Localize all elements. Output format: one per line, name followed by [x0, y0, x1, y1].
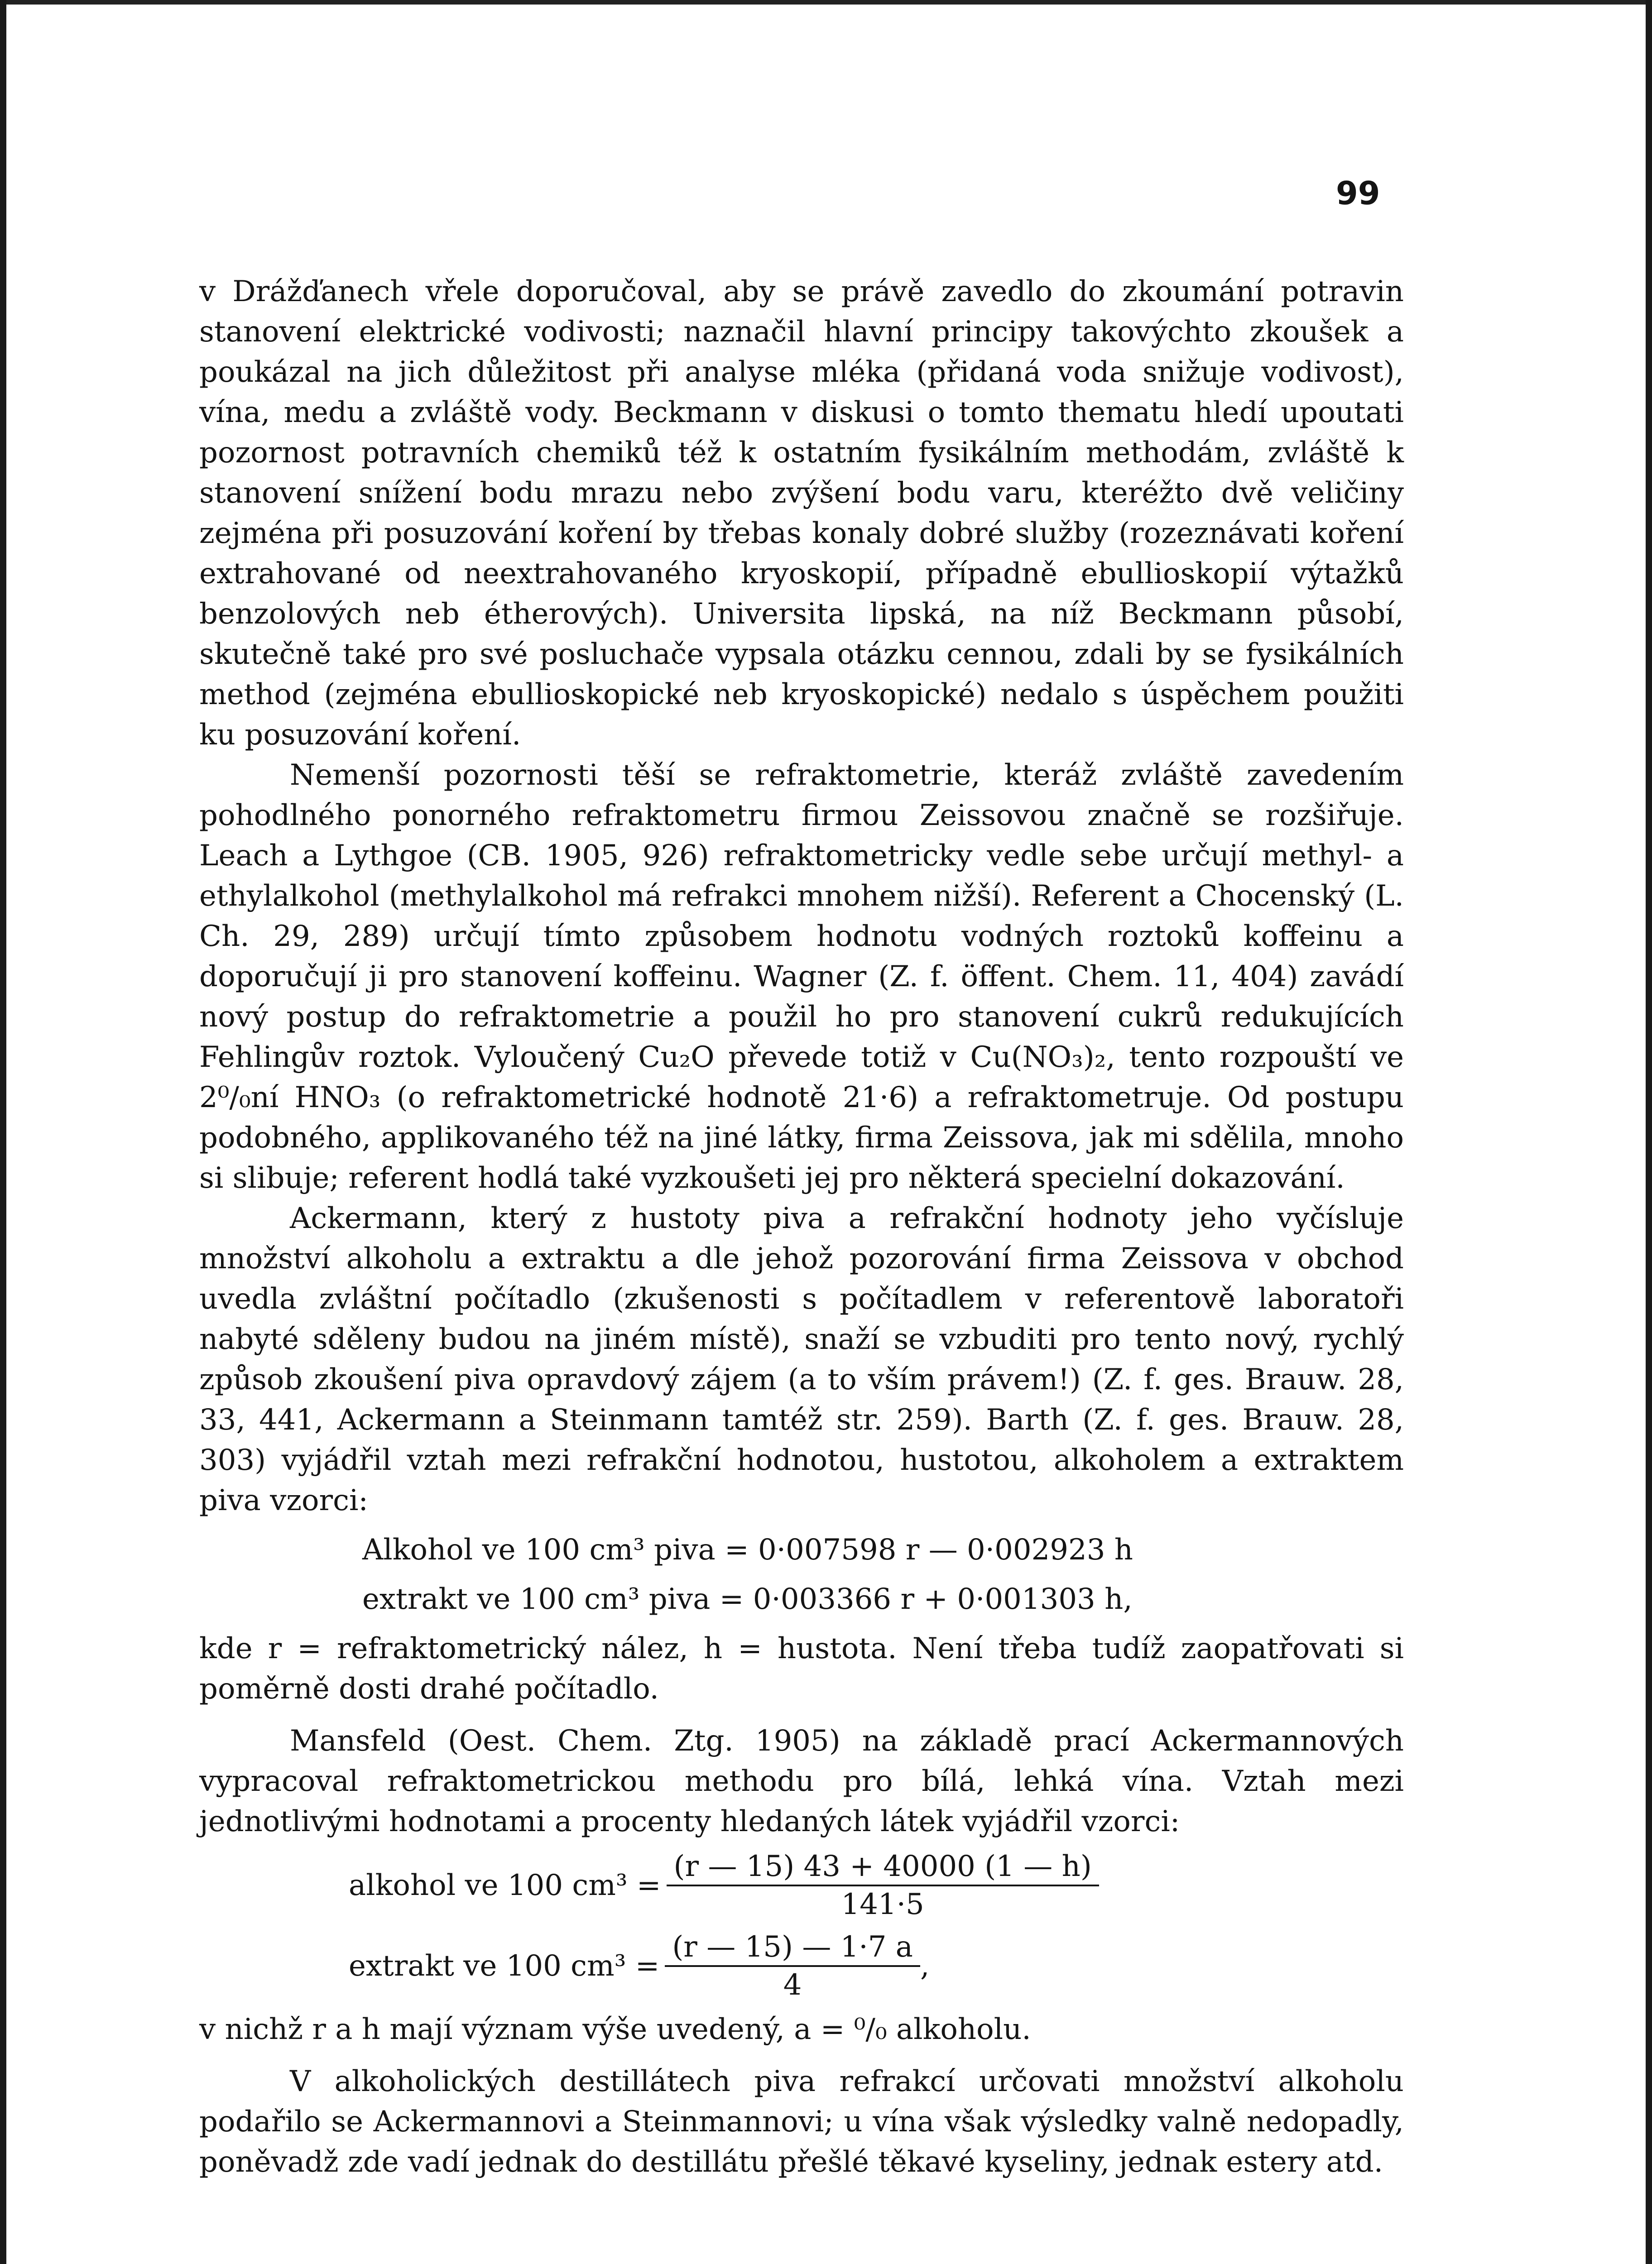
formula-alcohol-denominator: 141·5: [841, 1888, 924, 1921]
paragraph-5: Mansfeld (Oest. Chem. Ztg. 1905) na základě prací Ackermannových vypracoval refraktometrickou methodu pro bílá, lehká vína. Vztah mezi jednotlivými hodnotami a procenty hledaných látek vyjádřil vzorci:: [199, 1724, 1404, 1838]
formula-alcohol-numerator: (r — 15) 43 + 40000 (1 — h): [667, 1848, 1099, 1886]
formula-extract-trailing-comma: ,: [920, 1949, 930, 1983]
paragraph-2: Nemenší pozornosti těší se refraktometrie, kteráž zvláště zavedením pohodlného ponorného refraktometru firmou Zeissovou značně se rozšiřuje. Leach a Lythgoe (CB. 1905, 926) refraktometricky vedle sebe určují methyl- a ethylalkohol (methylalkohol má refrakci mnohem nižší). Referent a Chocenský (L. Ch. 29, 289) určují tímto způsobem hodnotu vodných roztoků koffeinu a doporučují ji pro stanovení koffeinu. Wagner (Z. f. öffent. Chem. 11, 404) zavádí nový postup do refraktometrie a použil ho pro stanovení cukrů redukujících Fehlingův roztok. Vyloučený Cu₂O převede totiž v Cu(NO₃)₂, tento rozpouští ve 2⁰/₀ní HNO₃ (o refraktometrické hodnotě 21·6) a refraktometruje. Od postupu podobného, applikovaného též na jiné látky, firma Zeissova, jak mi sdělila, mnoho si slibuje; referent hodlá také vyzkoušeti jej pro některá specielní dokazování.: [199, 758, 1404, 1195]
scan-border-right: [1646, 0, 1652, 2264]
formula-extract-fraction: [665, 1929, 920, 2003]
body-text: [199, 272, 1404, 2182]
formula-extract-label: extrakt ve 100 cm³ =: [349, 1949, 660, 1983]
paragraph-4: kde r = refraktometrický nález, h = hustota. Není třeba tudíž zaopatřovati si poměrně dosti drahé počítadlo.: [199, 1632, 1404, 1706]
formula-alcohol-label: alkohol ve 100 cm³ =: [349, 1868, 661, 1902]
equation-extract: extrakt ve 100 cm³ piva = 0·003366 r + 0·001303 h,: [362, 1583, 1133, 1616]
equation-alcohol: Alkohol ve 100 cm³ piva = 0·007598 r — 0·002923 h: [362, 1533, 1133, 1567]
paragraph-1: v Drážďanech vřele doporučoval, aby se právě zavedlo do zkoumání potravin stanovení elektrické vodivosti; naznačil hlavní principy takovýchto zkoušek a poukázal na jich důležitost při analyse mléka (přidaná voda snižuje vodivost), vína, medu a zvláště vody. Beckmann v diskusi o tomto thematu hledí upoutati pozornost potravních chemiků též k ostatním fysikálním methodám, zvláště k stanovení snížení bodu mrazu nebo zvýšení bodu varu, kteréžto dvě veličiny zejména při posuzování koření by třebas konaly dobré služby (rozeznávati koření extrahované od neextrahovaného kryoskopií, případně ebullioskopií výtažků benzolových neb étherových). Universita lipská, na níž Beckmann působí, skutečně také pro své posluchače vypsala otázku cennou, zdali by se fysikálních method (zejména ebullioskopické neb kryoskopické) nedalo s úspěchem použiti ku posuzování koření.: [199, 275, 1404, 752]
paragraph-7: V alkoholických destillátech piva refrakcí určovati množství alkoholu podařilo se Ackermannovi a Steinmannovi; u vína však výsledky valně nedopadly, poněvadž zde vadí jednak do destillátu přešlé těkavé kyseliny, jednak estery atd.: [199, 2065, 1404, 2179]
paragraph-3: Ackermann, který z hustoty piva a refrakční hodnoty jeho vyčísluje množství alkoholu a extraktu a dle jehož pozorování firma Zeissova v obchod uvedla zvláštní počítadlo (zkušenosti s počítadlem v referentově laboratoři nabyté sděleny budou na jiném místě), snaží se vzbuditi pro tento nový, rychlý způsob zkoušení piva opravdový zájem (a to vším právem!) (Z. f. ges. Brauw. 28, 33, 441, Ackermann a Steinmann tamtéž str. 259). Barth (Z. f. ges. Brauw. 28, 303) vyjádřil vztah mezi refrakční hodnotou, hustotou, alkoholem a extraktem piva vzorci:: [199, 1202, 1404, 1517]
formula-extract-denominator: 4: [783, 1968, 802, 2002]
page-number: 99: [1336, 175, 1380, 212]
paragraph-6: v nichž r a h mají význam výše uvedený, a = ⁰/₀ alkoholu.: [199, 2013, 1031, 2046]
formula-extract-numerator: (r — 15) — 1·7 a: [665, 1929, 920, 1967]
scan-border-left: [0, 0, 6, 2264]
scan-border-top: [0, 0, 1652, 5]
formula-extract: [349, 1929, 1404, 2003]
formula-alcohol-fraction: [667, 1848, 1099, 1923]
formula-alcohol: [349, 1848, 1404, 1923]
